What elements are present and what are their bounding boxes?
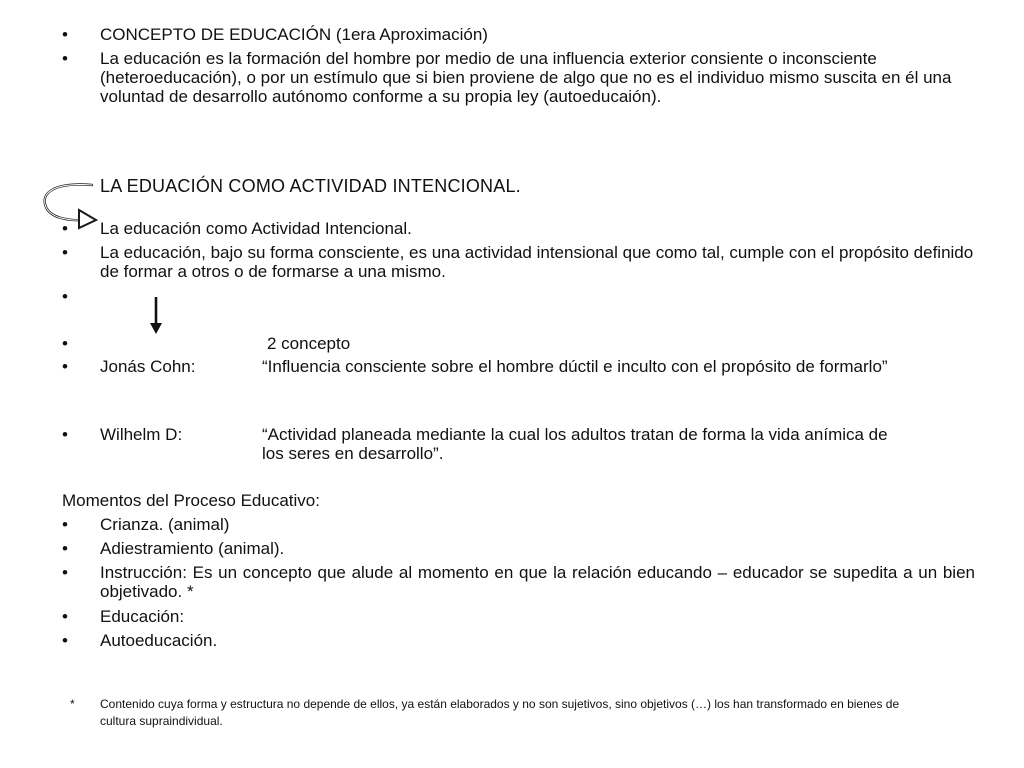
moment-text: Adiestramiento (animal). bbox=[100, 539, 285, 558]
concept-definition: La educación es la formación del hombre por medio de una influencia exterior consiente o inconsciente (heteroeducación), o por un estímulo que si bien proviene de algo que no es el individuo mismo suscita en él una voluntad de desarrollo autónomo conforme a su propia ley (autoeducaión). bbox=[100, 49, 952, 106]
bullet: • bbox=[62, 515, 68, 534]
moment-text: Autoeducación. bbox=[100, 631, 218, 650]
bullet: • bbox=[62, 539, 68, 558]
bullet: • bbox=[62, 287, 68, 306]
bullet: • bbox=[62, 334, 68, 353]
bullet: • bbox=[62, 219, 68, 238]
bullet: • bbox=[62, 631, 68, 650]
concept-heading bbox=[100, 25, 975, 44]
down-arrow-icon bbox=[148, 296, 164, 336]
bullet: • bbox=[62, 563, 68, 582]
bullet: • bbox=[62, 425, 68, 444]
bullet: • bbox=[62, 25, 68, 44]
intentional-text-2: La educación, bajo su forma consciente, es una actividad intensional que como tal, cumple con el propósito definido de formar a otros o de formarse a una mismo. bbox=[100, 243, 974, 281]
bullet: • bbox=[62, 243, 68, 262]
footnote-text: Contenido cuya forma y estructura no depende de ellos, ya están elaborados y no son sujetivos, sino objetivos (…) los han transformado en bienes de cultura supraindividual. bbox=[100, 697, 900, 728]
moment-text: Instrucción: Es un concepto que alude al momento en que la relación educando – educador se supedita a un bien objetivado. * bbox=[100, 563, 975, 601]
concept-label: 2 concepto bbox=[267, 334, 351, 353]
bullet: • bbox=[62, 49, 68, 68]
concept-title-note: (1era Aproximación) bbox=[331, 25, 488, 44]
intentional-heading: LA EDUACIÓN COMO ACTIVIDAD INTENCIONAL. bbox=[100, 176, 521, 196]
moment-text: Educación: bbox=[100, 607, 185, 626]
bullet: • bbox=[62, 357, 68, 376]
reference-author: Jonás Cohn: bbox=[100, 357, 196, 376]
reference-author: Wilhelm D: bbox=[100, 425, 183, 444]
reference-quote: “Actividad planeada mediante la cual los adultos tratan de forma la vida anímica de los seres en desarrollo”. bbox=[262, 425, 888, 463]
moments-heading: Momentos del Proceso Educativo: bbox=[62, 491, 320, 510]
intentional-text-1: La educación como Actividad Intencional. bbox=[100, 219, 412, 238]
concept-title: CONCEPTO DE EDUCACIÓN bbox=[100, 25, 332, 44]
bullet: • bbox=[62, 607, 68, 626]
moment-text: Crianza. (animal) bbox=[100, 515, 230, 534]
footnote-marker: * bbox=[70, 697, 75, 711]
reference-quote: “Influencia consciente sobre el hombre dúctil e inculto con el propósito de formarlo” bbox=[262, 357, 888, 376]
